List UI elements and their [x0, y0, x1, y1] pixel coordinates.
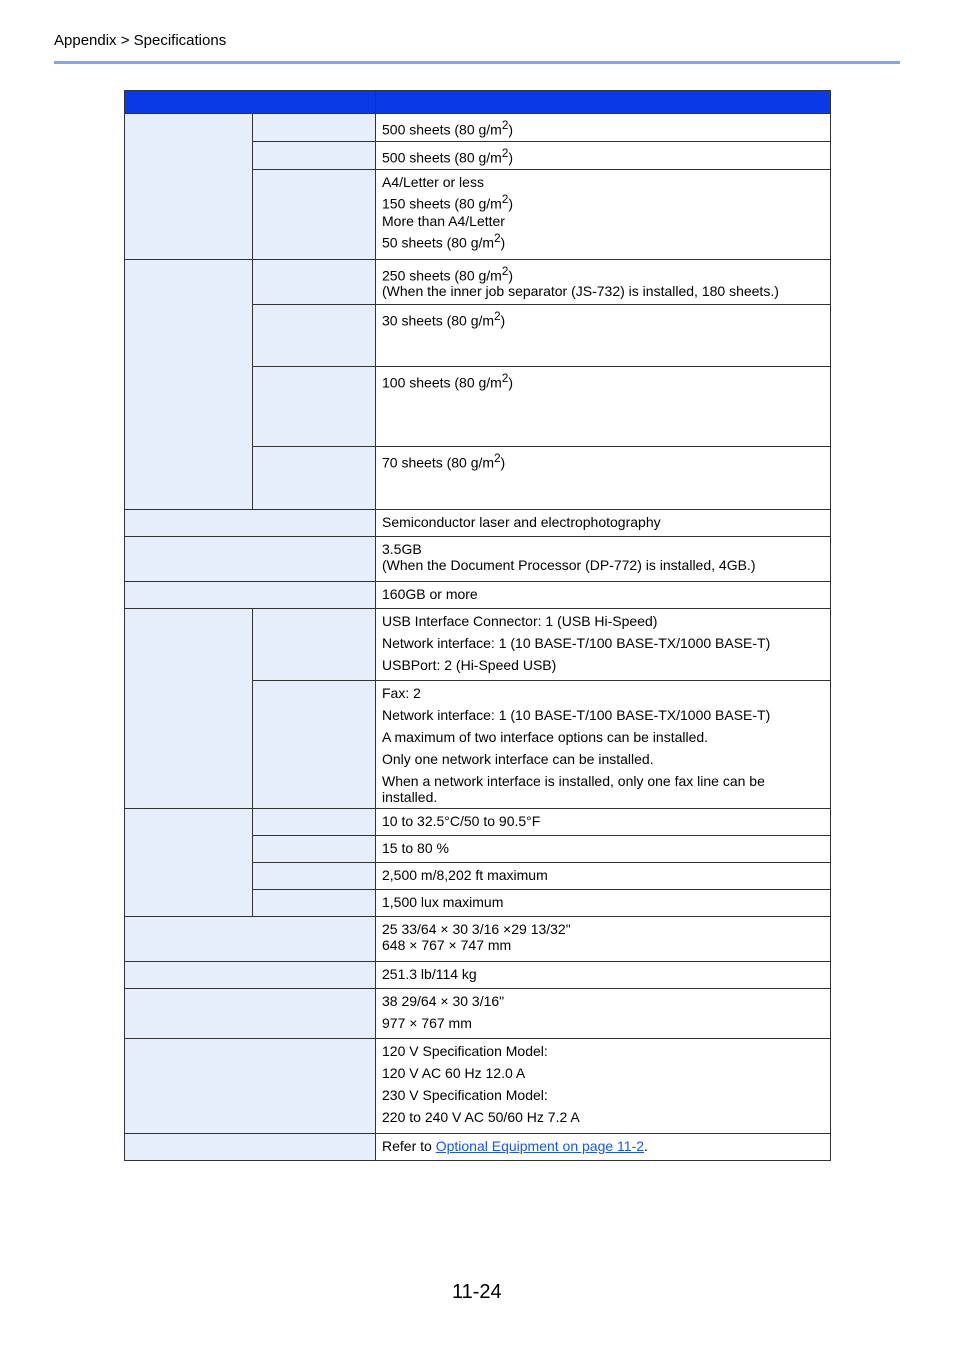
group-label-cell	[125, 608, 253, 808]
value-cell: 1,500 lux maximum	[376, 889, 831, 916]
table-row	[125, 509, 831, 536]
value-text: 100 sheets (80 g/m	[382, 374, 502, 391]
label-cell	[125, 581, 376, 608]
label-cell	[125, 988, 376, 1038]
value-line: USBPort: 2 (Hi-Speed USB)	[382, 656, 557, 673]
group-label-cell	[125, 259, 253, 509]
value-line: 3.5GB	[382, 540, 422, 557]
table-row	[125, 581, 831, 608]
value-cell: 15 to 80 %	[376, 835, 831, 862]
value-line: 38 29/64 × 30 3/16"	[382, 992, 505, 1009]
header-divider	[54, 61, 900, 64]
table-row	[125, 916, 831, 961]
value-line: More than A4/Letter	[382, 213, 505, 230]
label-cell	[125, 1038, 376, 1133]
value-cell: 30 sheets (80 $g/m^2$)	[376, 304, 831, 366]
value-line: 25 33/64 × 30 3/16 ×29 13/32"	[382, 920, 571, 937]
label-cell	[125, 509, 376, 536]
value-text: 30 sheets (80 g/m	[382, 312, 495, 329]
sub-label-cell	[253, 142, 376, 170]
superscript: 2	[501, 119, 509, 132]
group-label-cell	[125, 114, 253, 260]
page-number: 11-24	[452, 1281, 502, 1303]
table-row	[125, 1038, 831, 1133]
table-row	[125, 114, 831, 142]
value-cell: 160GB or more	[376, 581, 831, 608]
value-cell: 500 sheets (80 $g/m^2$)	[376, 114, 831, 142]
superscript: 2	[501, 147, 509, 160]
value-cell: Semiconductor laser and electrophotography	[376, 509, 831, 536]
value-text: 70 sheets (80 g/m	[382, 454, 495, 471]
value-cell: 251.3 lb/114 kg	[376, 961, 831, 988]
value-line: Fax: 2	[382, 684, 421, 701]
value-line: 230 V Specification Model:	[382, 1086, 548, 1103]
value-cell	[376, 916, 831, 961]
sub-label-cell	[253, 862, 376, 889]
value-line: 250 sheets (80 $g/m^2$)	[382, 264, 514, 284]
sub-label-cell	[253, 169, 376, 259]
optional-equipment-link[interactable]: Optional Equipment on page 11-2	[435, 1137, 645, 1154]
value-line: Network interface: 1 (10 BASE-T/100 BASE-TX/1000 BASE-T)	[382, 706, 771, 723]
value-cell	[376, 608, 831, 680]
value-line: 120 V AC 60 Hz 12.0 A	[382, 1064, 526, 1081]
value-line: 977 × 767 mm	[382, 1014, 472, 1031]
value-cell	[376, 1038, 831, 1133]
table-row	[125, 961, 831, 988]
value-cell	[376, 169, 831, 259]
value-line: A maximum of two interface options can be installed.	[382, 728, 709, 745]
sub-label-cell	[253, 808, 376, 835]
sub-label-cell	[253, 259, 376, 304]
sub-label-cell	[253, 114, 376, 142]
table-row	[125, 536, 831, 581]
label-cell	[125, 1133, 376, 1160]
value-cell: 10 to 32.5°C/50 to 90.5°F	[376, 808, 831, 835]
value-cell	[376, 988, 831, 1038]
specifications-table	[124, 90, 831, 1161]
value-line: 50 sheets (80 $g/m^2$)	[382, 232, 506, 251]
table-row	[125, 988, 831, 1038]
table-row	[125, 608, 831, 680]
value-cell: Refer to Optional Equipment on page 11-2.	[376, 1133, 831, 1160]
value-line: A4/Letter or less	[382, 173, 484, 190]
table-row	[125, 1133, 831, 1160]
label-cell	[125, 536, 376, 581]
value-line: 150 sheets (80 $g/m^2$)	[382, 192, 514, 212]
table-header-row	[125, 91, 831, 114]
value-line: USB Interface Connector: 1 (USB Hi-Speed)	[382, 612, 658, 629]
sub-label-cell	[253, 680, 376, 808]
value-cell: 100 sheets (80 $g/m^2$)	[376, 366, 831, 446]
value-line: When a network interface is installed, only one fax line can be installed.	[382, 772, 765, 805]
value-line: (When the inner job separator (JS-732) is installed, 180 sheets.)	[382, 283, 779, 300]
value-cell: 70 sheets (80 $g/m^2$)	[376, 446, 831, 509]
breadcrumb: Appendix > Specifications	[54, 32, 227, 49]
value-line: 220 to 240 V AC 50/60 Hz 7.2 A	[382, 1108, 580, 1125]
value-line: Network interface: 1 (10 BASE-T/100 BASE-TX/1000 BASE-T)	[382, 634, 771, 651]
value-line: 120 V Specification Model:	[382, 1042, 548, 1059]
value-line: (When the Document Processor (DP-772) is installed, 4GB.)	[382, 556, 756, 573]
value-text: 500 sheets (80 g/m	[382, 121, 502, 138]
value-cell	[376, 680, 831, 808]
label-cell	[125, 916, 376, 961]
group-label-cell	[125, 808, 253, 916]
sub-label-cell	[253, 889, 376, 916]
sub-label-cell	[253, 446, 376, 509]
sub-label-cell	[253, 608, 376, 680]
table-header-cell	[125, 91, 376, 114]
value-cell	[376, 536, 831, 581]
value-text: Refer to	[382, 1137, 436, 1154]
sub-label-cell	[253, 304, 376, 366]
sub-label-cell	[253, 835, 376, 862]
value-line: Only one network interface can be installed.	[382, 750, 654, 767]
value-line: 648 × 767 × 747 mm	[382, 936, 512, 953]
table-row	[125, 259, 831, 304]
label-cell	[125, 961, 376, 988]
value-text: 500 sheets (80 g/m	[382, 149, 502, 166]
table-header-cell	[376, 91, 831, 114]
sub-label-cell	[253, 366, 376, 446]
value-cell: 2,500 m/8,202 ft maximum	[376, 862, 831, 889]
value-cell: 500 sheets (80 $g/m^2$)	[376, 142, 831, 170]
value-cell	[376, 259, 831, 304]
table-row	[125, 808, 831, 835]
